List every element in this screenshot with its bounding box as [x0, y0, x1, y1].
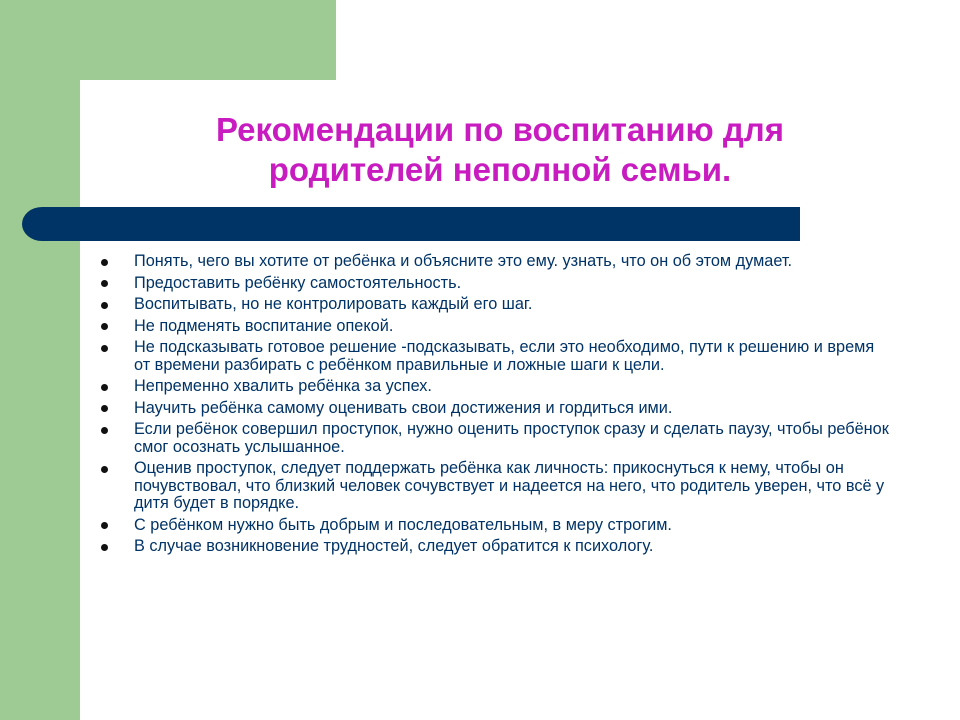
green-side-strip: [0, 0, 80, 720]
recommendations-list: [100, 253, 890, 560]
list-item: [100, 400, 890, 418]
bullet-icon: [101, 405, 108, 412]
list-item: [100, 318, 890, 336]
list-item-text: Научить ребёнка самому оценивать свои достижения и гордиться ими.: [134, 398, 673, 417]
bullet-icon: [101, 280, 108, 287]
bullet-icon: [101, 259, 108, 266]
bullet-icon: [101, 466, 108, 473]
list-item: [100, 517, 890, 535]
title-divider-bar: [22, 207, 800, 241]
list-item-text: Предоставить ребёнку самостоятельность.: [134, 273, 462, 292]
bullet-icon: [101, 544, 108, 551]
list-item: [100, 460, 890, 513]
list-item-text: Непременно хвалить ребёнка за успех.: [134, 377, 432, 395]
green-top-block: [0, 0, 336, 80]
list-item-text: Понять, чего вы хотите от ребёнка и объясните это ему. узнать, что он об этом думает.: [134, 252, 793, 270]
list-item: [100, 421, 890, 456]
list-item: [100, 253, 890, 271]
list-item: [100, 275, 890, 293]
list-item-text: Оценив проступок, следует поддержать ребёнка как личность: прикоснуться к нему, чтобы он почувствовал, что близкий человек сочувствует и надеется на него, что родитель уверен, что всё у дитя будет в порядке.: [134, 459, 885, 512]
list-item: [100, 378, 890, 396]
list-item-text: Не подменять воспитание опекой.: [134, 316, 394, 335]
list-item-text: Не подсказывать готовое решение -подсказывать, если это необходимо, пути к решению и время от времени разбирать с ребёнком правильные и ложные шаги к цели.: [134, 338, 875, 374]
slide-title-line-1: Рекомендации по воспитанию для: [215, 111, 785, 148]
list-item-text: Воспитывать, но не контролировать каждый его шаг.: [134, 295, 533, 313]
list-item: [100, 296, 890, 314]
bullet-icon: [101, 427, 108, 434]
list-item: [100, 538, 890, 556]
slide-title-line-2: родителей неполной семьи.: [268, 151, 732, 188]
list-item-text: Если ребёнок совершил проступок, нужно оценить проступок сразу и сделать паузу, чтобы ребёнок смог осознать услышанное.: [134, 420, 889, 456]
slide-title: [100, 110, 900, 190]
list-item: [100, 339, 890, 374]
list-item-text: В случае возникновение трудностей, следует обратится к психологу.: [134, 537, 654, 555]
bullet-icon: [101, 302, 108, 309]
bullet-icon: [101, 522, 108, 529]
bullet-icon: [101, 323, 108, 330]
bullet-icon: [101, 384, 108, 391]
list-item-text: С ребёнком нужно быть добрым и последовательным, в меру строгим.: [134, 515, 672, 534]
bullet-icon: [101, 345, 108, 352]
